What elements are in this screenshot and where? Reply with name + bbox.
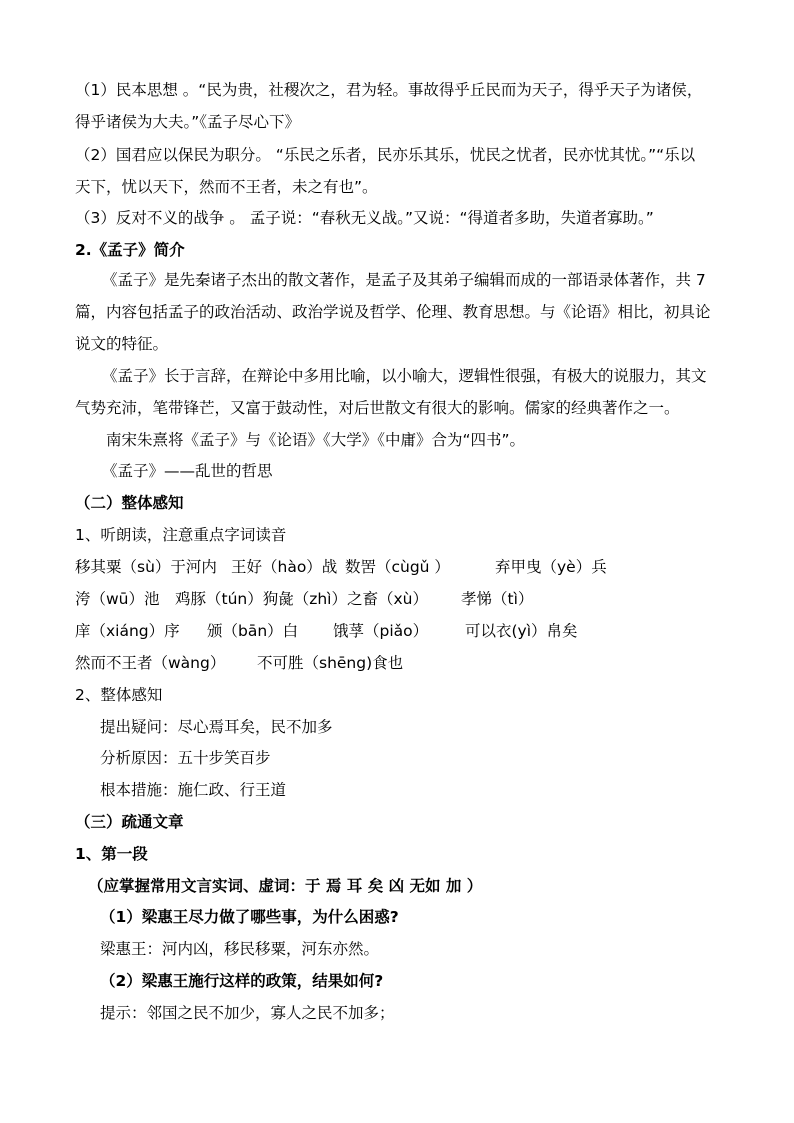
- pronunciation-item: 鸡豚（tún）狗彘（zhì）之畜（xù）: [175, 590, 428, 608]
- section-heading: 2.《孟子》简介: [75, 241, 185, 259]
- question-line: （1）梁惠王尽力做了哪些事，为什么困惑?: [100, 908, 399, 926]
- text-line: 《孟子》是先秦诸子杰出的散文著作，是孟子及其弟子编辑而成的一部语录体著作，共 7: [102, 271, 706, 289]
- pronunciation-item: 庠（xiáng）序: [75, 622, 180, 640]
- text-line: （1）民本思想 。“民为贵，社稷次之，君为轻。事故得乎丘民而为天子，得乎天子为诸侯，: [75, 81, 703, 99]
- text-line: （2）国君应以保民为职分。 “乐民之乐者，民亦乐其乐，忧民之忧者，民亦忧其忧。”“乐以: [75, 146, 696, 164]
- text-line: 提示：邻国之民不加少，寡人之民不加多；: [100, 1004, 395, 1022]
- text-line: 篇，内容包括孟子的政治活动、政治学说及哲学、伦理、教育思想。与《论语》相比，初具论: [75, 303, 711, 321]
- text-line: 南宋朱熹将《孟子》与《论语》《大学》《中庸》合为“四书”。: [106, 431, 526, 449]
- text-line: （应掌握常用文言实词、虚词：于 焉 耳 矣 凶 无如 加 ）: [88, 877, 483, 895]
- text-line: 根本措施：施仁政、行王道: [100, 781, 287, 799]
- text-line: 1、听朗读，注意重点字词读音: [75, 526, 287, 544]
- pronunciation-item: 数罟（cùgǔ ）: [345, 558, 450, 576]
- text-line: 说文的特征。: [75, 335, 169, 353]
- pronunciation-item: 移其粟（sù）于河内: [75, 558, 217, 576]
- pronunciation-item: 孝悌（tì）: [461, 590, 534, 608]
- text-line: （3）反对不义的战争 。 孟子说：“春秋无义战。”又说：“得道者多助，失道者寡助。”: [75, 209, 654, 227]
- question-line: （2）梁惠王施行这样的政策，结果如何?: [100, 972, 384, 990]
- section-heading: 1、第一段: [75, 845, 148, 863]
- text-line: 梁惠王：河内凶，移民移粟，河东亦然。: [100, 940, 380, 958]
- pronunciation-item: 不可胜（shēng)食也: [257, 654, 404, 672]
- text-line: 天下，忧以天下，然而不王者，未之有也”。: [75, 178, 378, 196]
- pronunciation-item: 王好（hào）战: [231, 558, 338, 576]
- pronunciation-item: 颁（bān）白: [207, 622, 299, 640]
- section-heading: （二）整体感知: [75, 494, 184, 512]
- pronunciation-item: 可以衣(yì）帛矣: [465, 622, 578, 640]
- text-line: 《孟子》——乱世的哲思: [102, 462, 273, 480]
- pronunciation-item: 洿（wū）池: [75, 590, 160, 608]
- pronunciation-item: 然而不王者（wàng）: [75, 654, 226, 672]
- text-line: 《孟子》长于言辞，在辩论中多用比喻，以小喻大，逻辑性很强，有极大的说服力，其文: [102, 367, 707, 385]
- pronunciation-item: 饿莩（piǎo）: [333, 622, 429, 640]
- text-line: 分析原因：五十步笑百步: [100, 749, 271, 767]
- pronunciation-item: 弃甲曳（yè）兵: [495, 558, 607, 576]
- text-line: 提出疑问：尽心焉耳矣，民不加多: [100, 718, 333, 736]
- text-line: 得乎诸侯为大夫。”《孟子尽心下》: [75, 113, 301, 131]
- text-line: 气势充沛，笔带锋芒，又富于鼓动性，对后世散文有很大的影响。儒家的经典著作之一。: [75, 399, 680, 417]
- section-heading: （三）疏通文章: [75, 813, 184, 831]
- text-line: 2、整体感知: [75, 686, 163, 704]
